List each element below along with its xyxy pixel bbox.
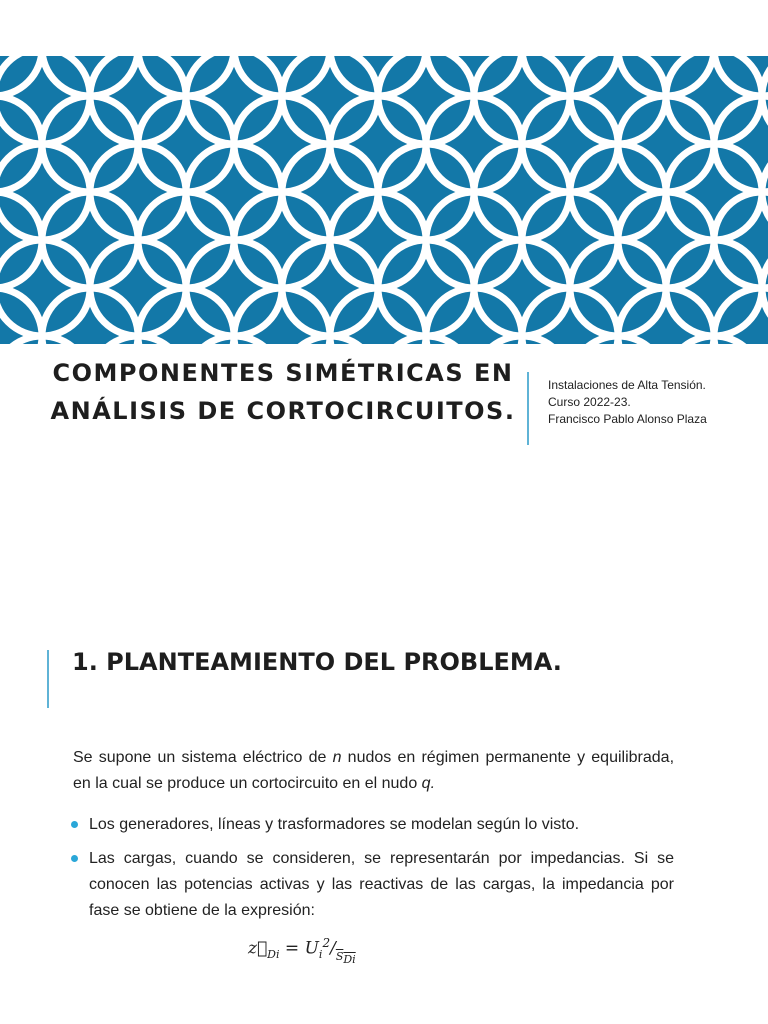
intro-paragraph — [73, 745, 674, 797]
intro-var-q: q. — [421, 775, 436, 792]
impedance-formula — [248, 936, 356, 966]
intro-text-1: Se supone un sistema eléctrico de — [73, 749, 333, 766]
author-name: Francisco Pablo Alonso Plaza — [548, 412, 707, 426]
presentation-title — [28, 354, 538, 430]
course-name: Instalaciones de Alta Tensión. — [548, 378, 706, 392]
formula-denominator — [335, 949, 356, 966]
formula-equals: = U — [279, 938, 319, 959]
list-item — [70, 846, 674, 924]
title-line-2: ANÁLISIS DE CORTOCIRCUITOS. — [50, 397, 516, 425]
section-heading: 1. PLANTEAMIENTO DEL PROBLEMA. — [72, 648, 562, 676]
bullet-list — [70, 812, 674, 932]
bullet-dot-icon — [71, 855, 78, 862]
title-line-1: COMPONENTES SIMÉTRICAS EN — [52, 359, 514, 387]
formula-u-subscript: i — [318, 948, 323, 962]
intro-text-2: nudos en régimen permanente y equilibrada, en la cual se produce un cortocircuito en el nudo — [73, 749, 675, 792]
section-accent-bar — [47, 650, 49, 708]
quatrefoil-lattice-pattern-icon — [0, 56, 768, 344]
bullet-text: Las cargas, cuando se consideren, se representarán por impedancias. Si se conocen las potencias activas y las reactivas de las cargas, la impedancia por fase se obtiene de la expresión: — [89, 850, 674, 919]
bullet-text: Los generadores, líneas y trasformadores se modelan según lo visto. — [89, 816, 580, 833]
title-divider — [527, 372, 529, 445]
formula-den-symbol: S — [335, 949, 344, 963]
list-item — [70, 812, 674, 838]
course-year: Curso 2022-23. — [548, 395, 631, 409]
formula-lhs-subscript: Di — [267, 948, 280, 962]
formula-exponent: 2 — [322, 936, 331, 950]
bullet-dot-icon — [71, 821, 78, 828]
course-info — [548, 377, 707, 428]
decorative-pattern-banner — [0, 56, 768, 344]
formula-lhs: z⃗ — [248, 938, 268, 959]
formula-slash: / — [330, 938, 336, 959]
intro-var-n: n — [332, 749, 342, 766]
formula-den-subscript: Di — [343, 952, 356, 966]
